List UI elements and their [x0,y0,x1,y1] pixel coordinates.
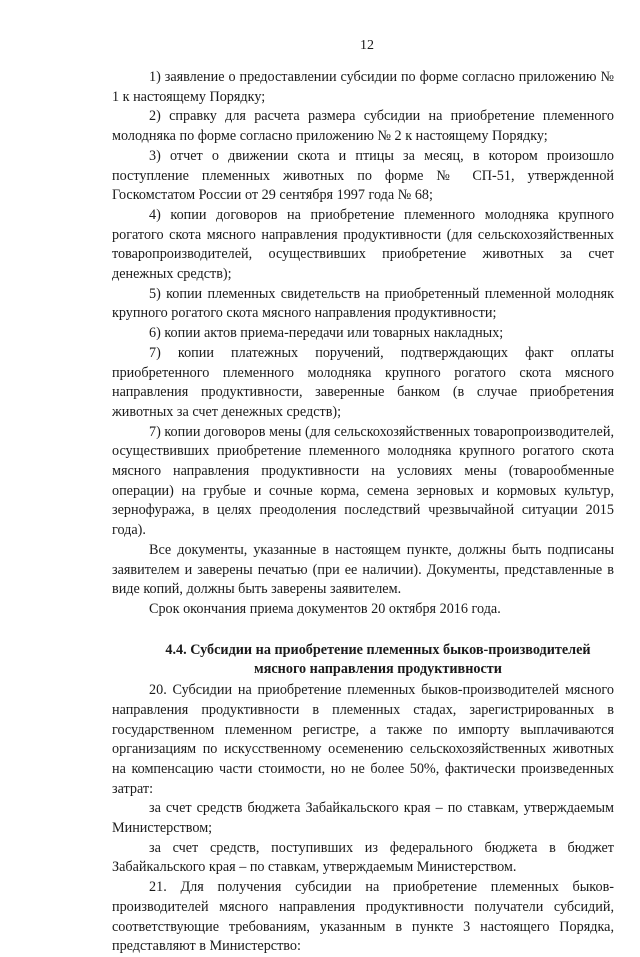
clause-21: 21. Для получения субсидии на приобретение племенных быков-производителей мясного направления продуктивности получатели субсидий, соответствующие требованиям, указанным в пункте 3 настоящего Порядка, представляют в Министерство: [112,879,614,955]
section-heading-line-1: 4.4. Субсидии на приобретение племенных быков-производителей [165,641,591,658]
list-item-breeding-certificates: 5) копии племенных свидетельств на приобретенный племенной молодняк крупного рогатого скота мясного направления продуктивности; [112,285,614,322]
list-item-payment-orders: 7) копии платежных поручений, подтверждающих факт оплаты приобретенного племенного молодняка крупного рогатого скота мясного направления продуктивности, заверенные банком (в случае приобретения животных за счет денежных средств); [112,344,614,420]
clause-20-federal-budget: за счет средств, поступивших из федерального бюджета в бюджет Забайкальского края – по ставкам, утверждаемым Министерством. [112,839,614,876]
list-item-barter-contracts: 7) копии договоров мены (для сельскохозяйственных товаропроизводителей, осуществивших приобретение племенного молодняка крупного рогатого скота мясного направления продуктивности на условиях мены (товарообменные операции) на грубые и сочные корма, семена зерновых и кормовых культур, зернофуража, в целях преодоления последствий чрезвычайной ситуации 2015 года). [112,423,614,539]
list-item-application: 1) заявление о предоставлении субсидии по форме согласно приложению № 1 к настоящему Порядку; [112,69,614,105]
list-item-purchase-contracts: 4) копии договоров на приобретение племенного молодняка крупного рогатого скота мясного направления продуктивности (для сельскохозяйственных товаропроизводителей, осуществивших приобретение животных за счет денежных средств); [112,206,614,283]
list-item-livestock-report: 3) отчет о движении скота и птицы за месяц, в котором произошло поступление племенных животных по форме № СП-51, утвержденной Госкомстатом России от 29 сентября 1997 года № 68; [112,147,614,204]
submission-deadline: Срок окончания приема документов 20 октября 2016 года. [149,600,501,617]
clause-20: 20. Субсидии на приобретение племенных быков-производителей мясного направления продуктивности в племенных стадах, зарегистрированных в государственном племенном регистре, а также по импорту выплачиваются организациям по искусственному осеменению сельскохозяйственных животных на компенсацию части стоимости, но не более 50%, фактически произведенных затрат: [112,682,614,797]
page-number: 12 [360,38,374,53]
section-heading [112,641,614,680]
document-page [112,38,614,957]
section-spacer [112,620,614,641]
section-heading-line-2: мясного направления продуктивности [254,661,502,678]
list-item-subsidy-calculation: 2) справку для расчета размера субсидии на приобретение племенного молодняка по форме согласно приложению № 2 к настоящему Порядку; [112,108,614,145]
list-item-transfer-acts: 6) копии актов приема-передачи или товарных накладных; [149,325,504,342]
clause-20-regional-budget: за счет средств бюджета Забайкальского края – по ставкам, утверждаемым Министерством; [112,800,614,837]
documents-certification-note: Все документы, указанные в настоящем пункте, должны быть подписаны заявителем и заверены печатью (при ее наличии). Документы, представленные в виде копий, должны быть заверены заявителем. [112,541,614,598]
